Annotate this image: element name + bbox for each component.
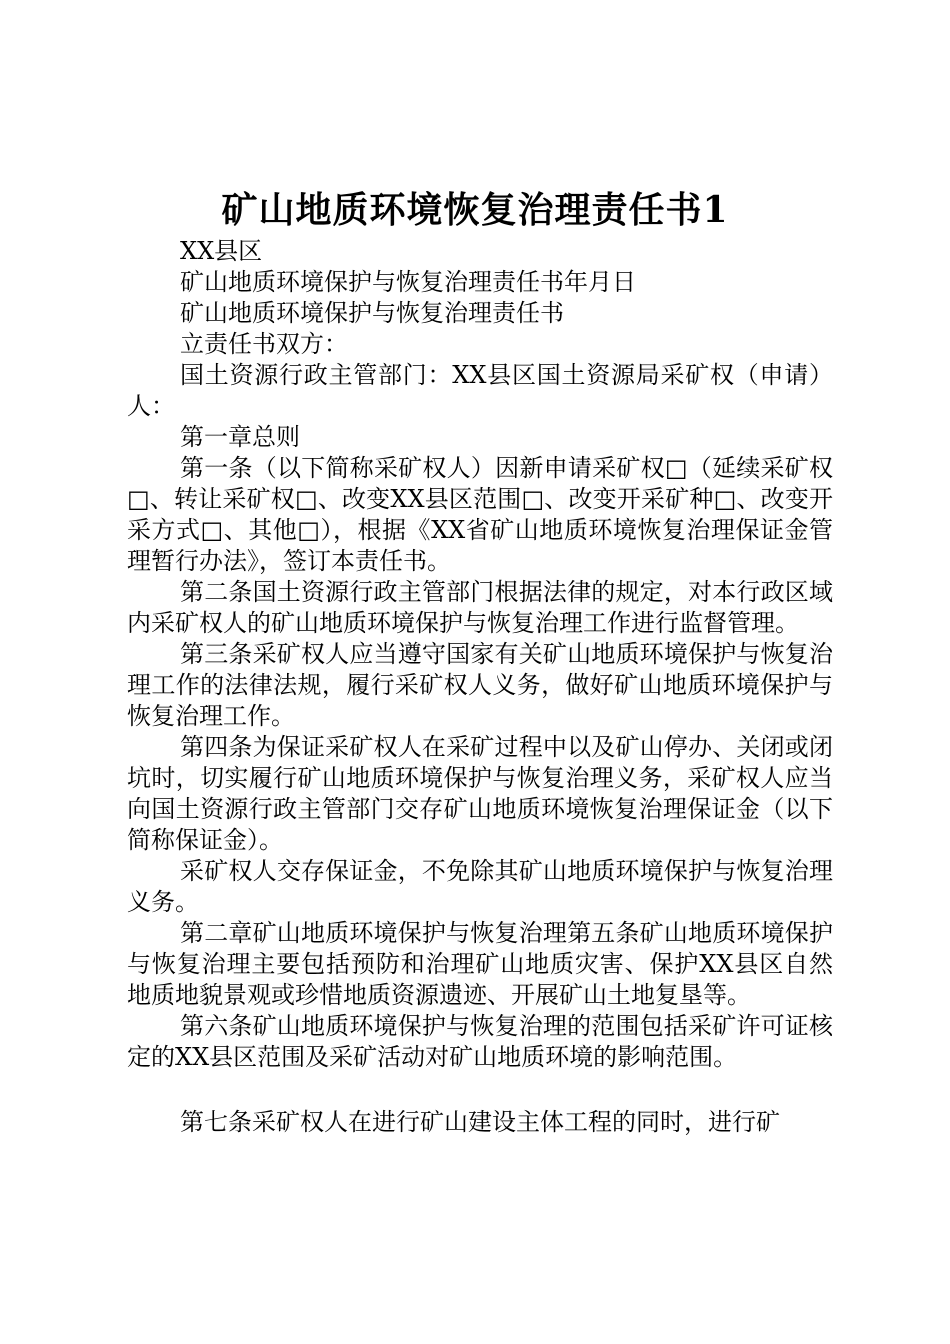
paragraph-subtitle-date: 矿山地质环境保护与恢复治理责任书年月日 <box>180 268 636 296</box>
paragraph-article-7: 第七条采矿权人在进行矿山建设主体工程的同时，进行矿 <box>180 1108 780 1136</box>
document-title: 矿山地质环境恢复治理责任书1 <box>221 189 729 231</box>
paragraph-chapter-2-article-5: 第二章矿山地质环境保护与恢复治理第五条矿山地质环境保护与恢复治理主要包括预防和治理矿山地质灾害、保护XX县区自然地质地貌景观或珍惜地质资源遗迹、开展矿山土地复垦等。 <box>127 919 833 1009</box>
document-body <box>127 236 833 1138</box>
paragraph-article-2: 第二条国土资源行政主管部门根据法律的规定，对本行政区域内采矿权人的矿山地质环境保护与恢复治理工作进行监督管理。 <box>127 578 833 637</box>
paragraph-parties-heading: 立责任书双方： <box>180 330 348 358</box>
paragraph-article-1: 第一条（以下简称采矿权人）因新申请采矿权□（延续采矿权□、转让采矿权□、改变XX县区范围□、改变开采矿种□、改变开采方式□、其他□），根据《XX省矿山地质环境恢复治理保证金管理暂行办法》，签订本责任书。 <box>127 454 833 575</box>
paragraph-county: XX县区 <box>180 237 263 265</box>
paragraph-parties: 国土资源行政主管部门：XX县区国土资源局采矿权（申请）人： <box>127 361 833 420</box>
paragraph-article-4: 第四条为保证采矿权人在采矿过程中以及矿山停办、关闭或闭坑时，切实履行矿山地质环境保护与恢复治理义务，采矿权人应当向国土资源行政主管部门交存矿山地质环境恢复治理保证金（以下简称保证金）。 <box>127 733 833 854</box>
paragraph-deposit-note: 采矿权人交存保证金，不免除其矿山地质环境保护与恢复治理义务。 <box>127 857 833 916</box>
paragraph-article-3: 第三条采矿权人应当遵守国家有关矿山地质环境保护与恢复治理工作的法律法规，履行采矿权人义务，做好矿山地质环境保护与恢复治理工作。 <box>127 640 833 730</box>
paragraph-chapter-1: 第一章总则 <box>180 423 300 451</box>
paragraph-gap <box>127 1073 833 1107</box>
paragraph-article-6: 第六条矿山地质环境保护与恢复治理的范围包括采矿许可证核定的XX县区范围及采矿活动对矿山地质环境的影响范围。 <box>127 1012 833 1071</box>
paragraph-subtitle: 矿山地质环境保护与恢复治理责任书 <box>180 299 564 327</box>
